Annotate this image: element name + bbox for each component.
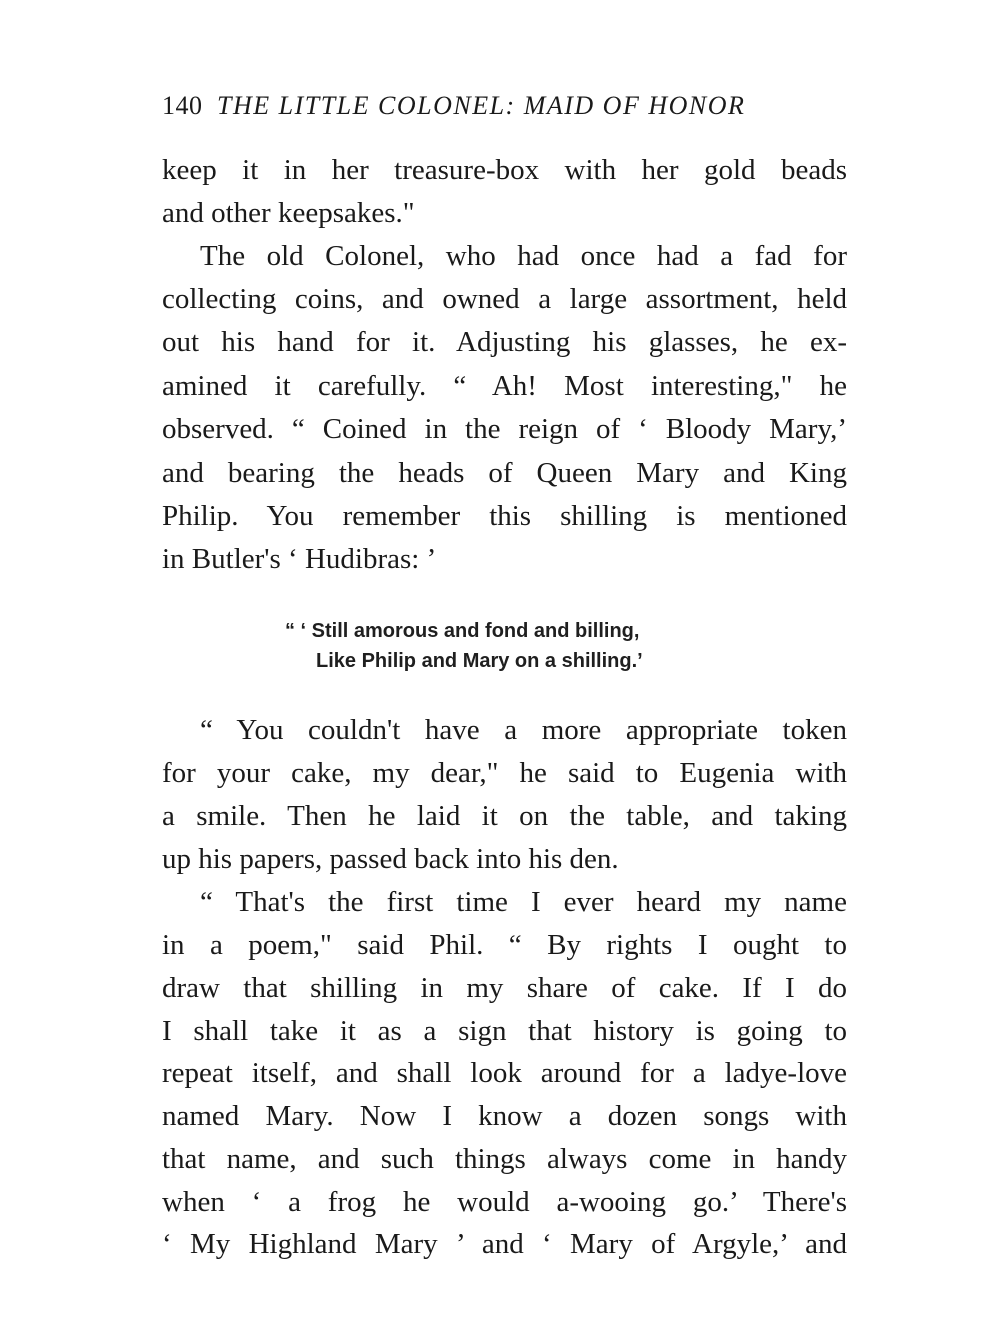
text-line: in a poem," said Phil. “ By rights I ought to bbox=[162, 929, 847, 961]
running-head bbox=[162, 86, 852, 126]
text-line: named Mary. Now I know a dozen songs with bbox=[162, 1100, 847, 1132]
text-line: and other keepsakes." bbox=[162, 197, 415, 229]
verse-line: “ ‘ Still amorous and fond and billing, bbox=[285, 620, 640, 642]
text-line: observed. “ Coined in the reign of ‘ Bloody Mary,’ bbox=[162, 413, 847, 445]
text-line: and bearing the heads of Queen Mary and King bbox=[162, 457, 847, 489]
text-line: that name, and such things always come in handy bbox=[162, 1143, 847, 1175]
text-line: “ That's the first time I ever heard my name bbox=[200, 886, 847, 918]
text-line: amined it carefully. “ Ah! Most interesting," he bbox=[162, 370, 847, 402]
text-line: out his hand for it. Adjusting his glasses, he ex- bbox=[162, 326, 847, 358]
text-line: “ You couldn't have a more appropriate token bbox=[200, 714, 847, 746]
text-line: collecting coins, and owned a large assortment, held bbox=[162, 283, 847, 315]
text-line: a smile. Then he laid it on the table, and taking bbox=[162, 800, 847, 832]
text-line: Philip. You remember this shilling is mentioned bbox=[162, 500, 847, 532]
text-line: keep it in her treasure-box with her gold beads bbox=[162, 154, 847, 186]
page-number: 140 bbox=[162, 91, 203, 120]
text-line: The old Colonel, who had once had a fad for bbox=[200, 240, 847, 272]
text-line: in Butler's ‘ Hudibras: ’ bbox=[162, 543, 437, 575]
text-line: up his papers, passed back into his den. bbox=[162, 843, 619, 875]
text-line: for your cake, my dear," he said to Eugenia with bbox=[162, 757, 847, 789]
text-line: when ‘ a frog he would a-wooing go.’ There's bbox=[162, 1186, 847, 1218]
verse-line: Like Philip and Mary on a shilling.’ bbox=[316, 650, 643, 672]
text-line: repeat itself, and shall look around for a ladye-love bbox=[162, 1057, 847, 1089]
text-line: draw that shilling in my share of cake. If I do bbox=[162, 972, 847, 1004]
text-line: I shall take it as a sign that history is going to bbox=[162, 1015, 847, 1047]
running-title: THE LITTLE COLONEL: MAID OF HONOR bbox=[217, 91, 746, 120]
text-line: ‘ My Highland Mary ’ and ‘ Mary of Argyle,’ and bbox=[162, 1228, 847, 1260]
